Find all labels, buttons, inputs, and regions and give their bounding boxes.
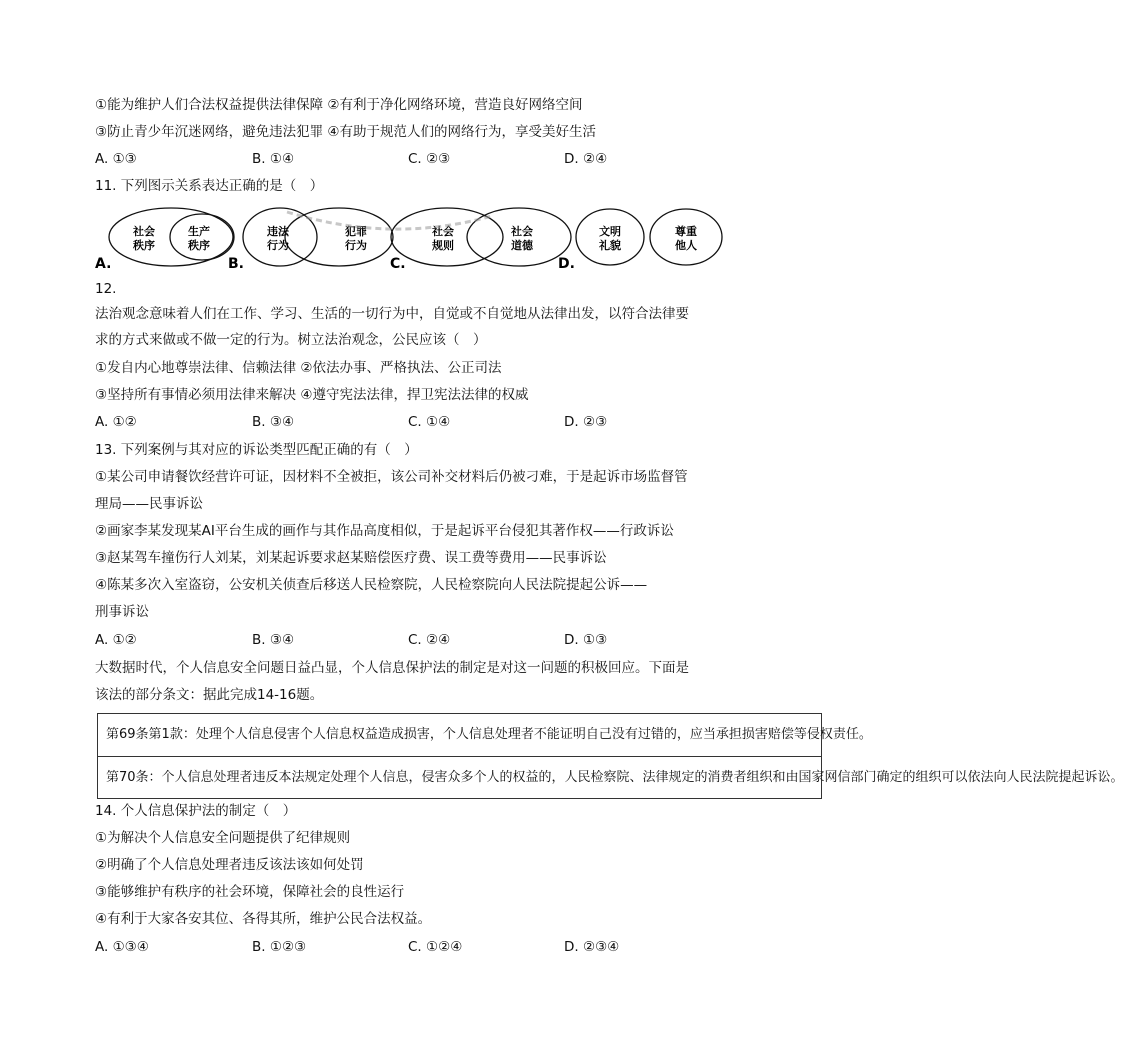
diagram-b-right-label-1: 犯罪 (345, 225, 367, 238)
q14-option-d: D. ②③④ (564, 939, 620, 955)
q13-case-4-line-2: 刑事诉讼 (95, 604, 149, 620)
material-intro-line-2: 该法的部分条文：据此完成14-16题。 (95, 687, 324, 703)
diagram-d-left-label-2: 礼貌 (599, 239, 621, 252)
diagram-d-left-label-1: 文明 (599, 225, 621, 238)
diagram-d-right-label-2: 他人 (675, 239, 697, 252)
law-articles-table (97, 713, 1124, 799)
diagram-a-letter: A. (95, 256, 112, 272)
article-70-row: 第70条：个人信息处理者违反本法规定处理个人信息，侵害众多个人的权益的，人民检察院、法律规定的消费者组织和由国家网信部门确定的组织可以依法向人民法院提起诉讼。 (106, 770, 1124, 785)
q13-case-1-line-1: ①某公司申请餐饮经营许可证，因材料不全被拒，该公司补交材料后仍被刁难，于是起诉市场监督管 (95, 469, 688, 485)
q13-option-c: C. ②④ (408, 632, 451, 648)
diagram-a-outer-label-1: 社会 (133, 225, 155, 238)
diagram-c-left-label-1: 社会 (432, 225, 454, 238)
q14-option-c: C. ①②④ (408, 939, 463, 955)
article-69-row: 第69条第1款：处理个人信息侵害个人信息权益造成损害，个人信息处理者不能证明自己没有过错的，应当承担损害赔偿等侵权责任。 (98, 714, 821, 757)
diagram-a (95, 208, 234, 272)
diagram-d-letter: D. (558, 256, 575, 272)
q10-option-d: D. ②④ (564, 151, 608, 167)
q13-case-3: ③赵某驾车撞伤行人刘某，刘某起诉要求赵某赔偿医疗费、误工费等费用——民事诉讼 (95, 550, 607, 566)
q13-option-b: B. ③④ (252, 632, 295, 648)
q13-option-a: A. ①② (95, 632, 137, 648)
q10-option-a: A. ①③ (95, 151, 137, 167)
q10-option-c: C. ②③ (408, 151, 451, 167)
diagram-c-left-label-2: 规则 (432, 239, 454, 252)
q14-statement-1: ①为解决个人信息安全问题提供了纪律规则 (95, 830, 351, 846)
q14-option-a: A. ①③④ (95, 939, 149, 955)
q12-option-a: A. ①② (95, 414, 137, 430)
q13-stem: 13. 下列案例与其对应的诉讼类型匹配正确的有（ ） (95, 442, 418, 458)
q10-statement-1-2: ①能为维护人们合法权益提供法律保障 ②有利于净化网络环境，营造良好网络空间 (95, 97, 583, 113)
diagram-b-right-label-2: 行为 (345, 239, 367, 252)
q14-stem: 14. 个人信息保护法的制定（ ） (95, 803, 297, 819)
q12-statement-1-2: ①发自内心地尊崇法律、信赖法律 ②依法办事、严格执法、公正司法 (95, 360, 502, 376)
diagram-c (390, 208, 571, 272)
q12-option-b: B. ③④ (252, 414, 295, 430)
q11-venn-diagrams (92, 204, 732, 276)
diagram-c-right-label-1: 社会 (511, 225, 533, 238)
q13-case-1-line-2: 理局——民事诉讼 (95, 496, 203, 512)
diagram-a-inner-label-1: 生产 (188, 225, 210, 238)
diagram-a-inner-label-2: 秩序 (188, 239, 210, 252)
q10-option-b: B. ①④ (252, 151, 295, 167)
diagram-c-letter: C. (390, 256, 406, 272)
q12-stem-line-1: 法治观念意味着人们在工作、学习、生活的一切行为中，自觉或不自觉地从法律出发，以符合法律要 (95, 306, 689, 322)
diagram-c-right-label-2: 道德 (511, 239, 533, 252)
diagram-a-outer-label-2: 秩序 (133, 239, 155, 252)
q12-option-c: C. ①④ (408, 414, 451, 430)
diagram-d-right-label-1: 尊重 (675, 225, 697, 238)
q13-option-d: D. ①③ (564, 632, 608, 648)
diagram-b-left-label-1: 违法 (267, 225, 289, 238)
q13-case-2: ②画家李某发现某AI平台生成的画作与其作品高度相似，于是起诉平台侵犯其著作权——行政诉讼 (95, 523, 674, 539)
q14-statement-4: ④有利于大家各安其位、各得其所，维护公民合法权益。 (95, 911, 432, 927)
q12-number: 12. (95, 281, 117, 297)
q14-statement-3: ③能够维护有秩序的社会环境，保障社会的良性运行 (95, 884, 405, 900)
q12-option-d: D. ②③ (564, 414, 608, 430)
diagram-b-letter: B. (228, 256, 244, 272)
q13-case-4-line-1: ④陈某多次入室盗窃，公安机关侦查后移送人民检察院，人民检察院向人民法院提起公诉—— (95, 577, 648, 593)
q12-stem-line-2: 求的方式来做或不做一定的行为。树立法治观念，公民应该（ ） (95, 332, 487, 348)
q14-option-b: B. ①②③ (252, 939, 307, 955)
material-intro-line-1: 大数据时代，个人信息安全问题日益凸显，个人信息保护法的制定是对这一问题的积极回应。下面是 (95, 660, 689, 676)
q12-statement-3-4: ③坚持所有事情必须用法律来解决 ④遵守宪法法律，捍卫宪法法律的权威 (95, 387, 529, 403)
diagram-b-left-label-2: 行为 (267, 239, 289, 252)
diagram-d (558, 209, 722, 272)
q14-statement-2: ②明确了个人信息处理者违反该法该如何处罚 (95, 857, 364, 873)
q10-statement-3-4: ③防止青少年沉迷网络，避免违法犯罪 ④有助于规范人们的网络行为，享受美好生活 (95, 124, 596, 140)
q11-stem: 11. 下列图示关系表达正确的是（ ） (95, 178, 324, 194)
